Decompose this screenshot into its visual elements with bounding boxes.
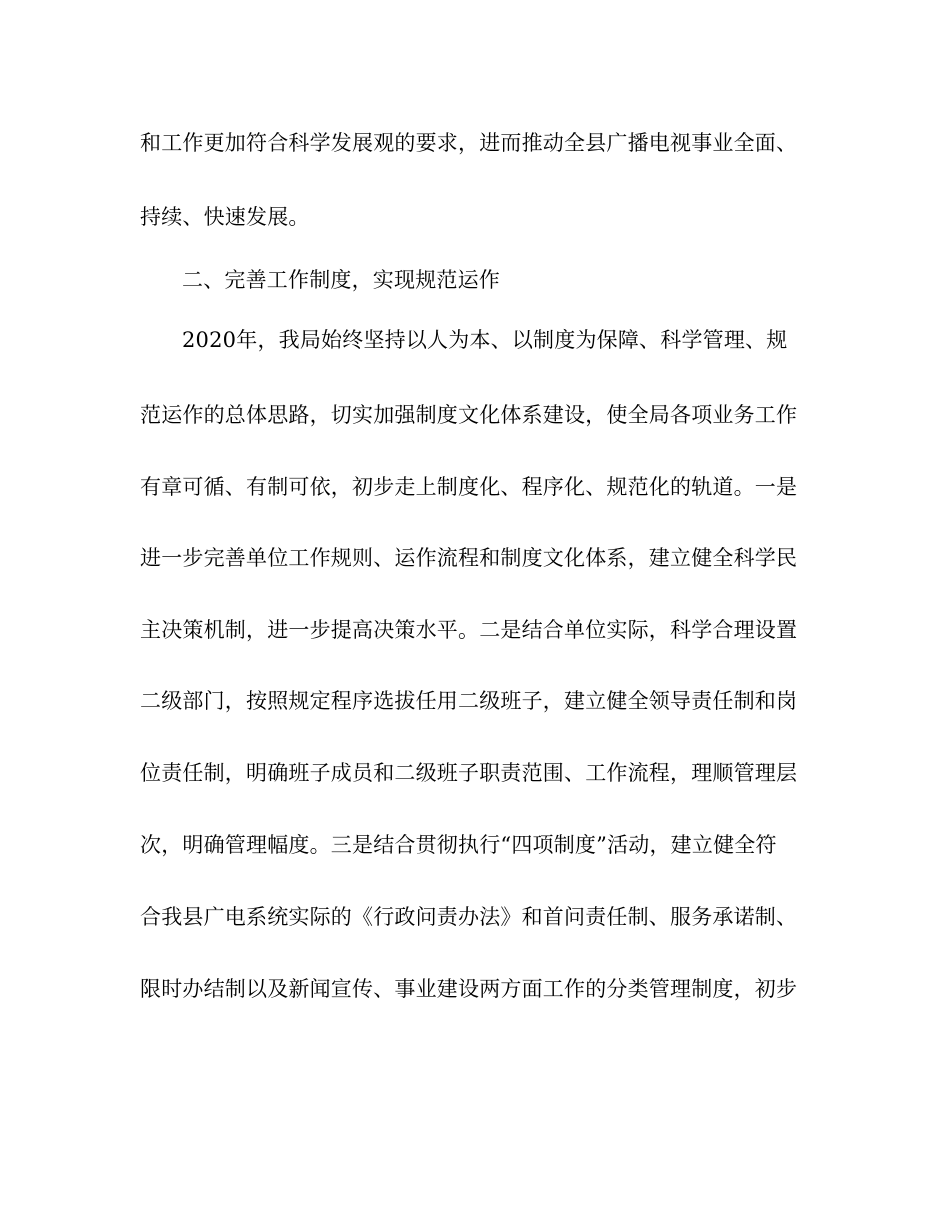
paragraph-line: 范运作的总体思路，切实加强制度文化体系建设，使全局各项业务工作 — [140, 403, 798, 427]
paragraph-line: 合我县广电系统实际的《行政问责办法》和首问责任制、服务承诺制、 — [140, 905, 798, 929]
paragraph-line: 和工作更加符合科学发展观的要求，进而推动全县广播电视事业全面、 — [140, 131, 798, 155]
paragraph-line: 限时办结制以及新闻宣传、事业建设两方面工作的分类管理制度，初步 — [140, 977, 798, 1001]
paragraph-line: 主决策机制，进一步提高决策水平。二是结合单位实际，科学合理设置 — [140, 618, 798, 642]
paragraph-line: 持续、快速发展。 — [140, 205, 310, 229]
section-heading: 二、完善工作制度，实现规范运作 — [182, 268, 500, 292]
paragraph-line: 位责任制，明确班子成员和二级班子职责范围、工作流程，理顺管理层 — [140, 761, 798, 785]
paragraph-line: 二级部门，按照规定程序选拔任用二级班子，建立健全领导责任制和岗 — [140, 689, 798, 713]
paragraph-line: 次，明确管理幅度。三是结合贯彻执行“四项制度”活动，建立健全符 — [140, 833, 777, 857]
paragraph-line: 进一步完善单位工作规则、运作流程和制度文化体系，建立健全科学民 — [140, 546, 798, 570]
paragraph-line: 2020年，我局始终坚持以人为本、以制度为保障、科学管理、规 — [182, 328, 788, 352]
paragraph-line: 有章可循、有制可依，初步走上制度化、程序化、规范化的轨道。一是 — [140, 475, 798, 499]
